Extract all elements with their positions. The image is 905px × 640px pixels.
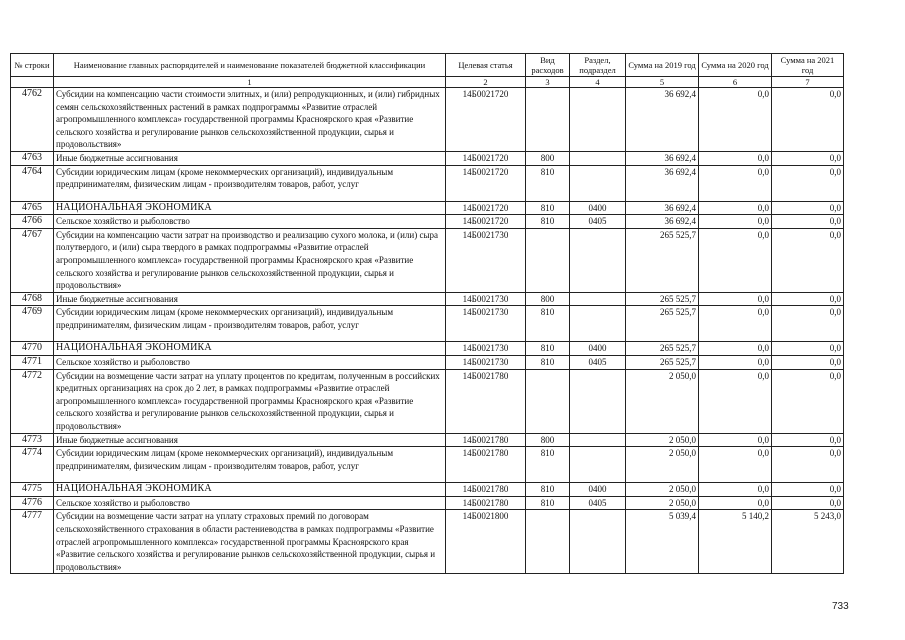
row-sum-2020: 0,0 <box>699 152 772 166</box>
row-number: 4777 <box>11 510 54 574</box>
row-expense-kind <box>526 510 570 574</box>
row-sum-2020: 0,0 <box>699 165 772 201</box>
row-name: Сельское хозяйство и рыболовство <box>54 355 446 369</box>
header-section: Раздел, подраздел <box>570 54 626 77</box>
row-name: Иные бюджетные ассигнования <box>54 292 446 306</box>
row-sum-2019: 36 692,4 <box>626 201 699 215</box>
row-sum-2021: 0,0 <box>772 496 844 510</box>
row-sum-2021: 0,0 <box>772 201 844 215</box>
row-section <box>570 447 626 483</box>
row-target-article: 14Б0021720 <box>446 165 526 201</box>
row-sum-2020: 0,0 <box>699 215 772 229</box>
row-expense-kind: 810 <box>526 355 570 369</box>
row-name: Субсидии на компенсацию части стоимости элитных, и (или) репродукционных, и (или) гибридных семян сельскохозяйственных растений в рамках подпрограммы «Развитие отраслей агропромышленного комплекса» государственной программы Красноярского края «Развитие сельского хозяйства и регулирование рынков сельскохозяйственной продукции, сырья и продовольствия» <box>54 88 446 152</box>
row-expense-kind: 810 <box>526 496 570 510</box>
row-expense-kind: 810 <box>526 201 570 215</box>
row-sum-2019: 265 525,7 <box>626 355 699 369</box>
colnum-0 <box>11 77 54 88</box>
row-name: Субсидии на возмещение части затрат на уплату процентов по кредитам, полученным в российских кредитных организациях на срок до 2 лет, в рамках подпрограммы «Развитие отраслей агропромышленного комплекса» государственной программы Красноярского края «Развитие сельского хозяйства и регулирование рынков сельскохозяйственной продукции, сырья и продовольствия» <box>54 369 446 433</box>
row-section <box>570 433 626 447</box>
table-row <box>11 228 844 292</box>
row-number: 4771 <box>11 355 54 369</box>
row-target-article: 14Б0021720 <box>446 152 526 166</box>
row-number: 4764 <box>11 165 54 201</box>
row-sum-2020: 0,0 <box>699 447 772 483</box>
row-number: 4768 <box>11 292 54 306</box>
row-sum-2020: 5 140,2 <box>699 510 772 574</box>
row-section: 0405 <box>570 215 626 229</box>
row-sum-2019: 2 050,0 <box>626 496 699 510</box>
row-sum-2021: 0,0 <box>772 483 844 497</box>
table-row <box>11 88 844 152</box>
row-expense-kind: 800 <box>526 433 570 447</box>
row-target-article: 14Б0021780 <box>446 447 526 483</box>
row-sum-2019: 2 050,0 <box>626 447 699 483</box>
row-sum-2021: 0,0 <box>772 292 844 306</box>
row-sum-2021: 0,0 <box>772 152 844 166</box>
header-kind: Вид расходов <box>526 54 570 77</box>
row-name: НАЦИОНАЛЬНАЯ ЭКОНОМИКА <box>54 201 446 215</box>
row-section <box>570 152 626 166</box>
row-name: Субсидии на возмещение части затрат на уплату страховых премий по договорам сельскохозяйственного страхования в области растениеводства в рамках подпрограммы «Развитие отраслей агропромышленного комплекса» государственной программы Красноярского края «Развитие сельского хозяйства и регулирование рынков сельскохозяйственной продукции, сырья и продовольствия» <box>54 510 446 574</box>
row-sum-2020: 0,0 <box>699 369 772 433</box>
page-number: 733 <box>832 601 849 612</box>
row-sum-2020: 0,0 <box>699 433 772 447</box>
row-number: 4763 <box>11 152 54 166</box>
row-expense-kind: 810 <box>526 342 570 356</box>
row-number: 4769 <box>11 306 54 342</box>
row-sum-2021: 0,0 <box>772 447 844 483</box>
row-sum-2021: 0,0 <box>772 433 844 447</box>
row-sum-2021: 0,0 <box>772 369 844 433</box>
row-sum-2019: 5 039,4 <box>626 510 699 574</box>
table-row <box>11 306 844 342</box>
row-section: 0400 <box>570 483 626 497</box>
row-expense-kind: 810 <box>526 306 570 342</box>
row-number: 4766 <box>11 215 54 229</box>
table-row <box>11 201 844 215</box>
row-sum-2020: 0,0 <box>699 228 772 292</box>
row-section <box>570 228 626 292</box>
row-number: 4773 <box>11 433 54 447</box>
row-target-article: 14Б0021730 <box>446 228 526 292</box>
row-sum-2019: 2 050,0 <box>626 483 699 497</box>
row-sum-2020: 0,0 <box>699 306 772 342</box>
row-expense-kind <box>526 369 570 433</box>
header-sum-2020: Сумма на 2020 год <box>699 54 772 77</box>
row-name: Иные бюджетные ассигнования <box>54 152 446 166</box>
header-row <box>11 54 844 77</box>
row-sum-2019: 265 525,7 <box>626 228 699 292</box>
row-section <box>570 165 626 201</box>
row-sum-2019: 2 050,0 <box>626 433 699 447</box>
table-row <box>11 152 844 166</box>
row-number: 4774 <box>11 447 54 483</box>
row-number: 4767 <box>11 228 54 292</box>
row-target-article: 14Б0021730 <box>446 342 526 356</box>
table-row <box>11 292 844 306</box>
row-target-article: 14Б0021780 <box>446 433 526 447</box>
row-sum-2020: 0,0 <box>699 483 772 497</box>
colnum-1: 1 <box>54 77 446 88</box>
row-name: Субсидии юридическим лицам (кроме некоммерческих организаций), индивидуальным предпринимателям, физическим лицам - производителям товаров, работ, услуг <box>54 306 446 342</box>
row-target-article: 14Б0021730 <box>446 355 526 369</box>
row-sum-2020: 0,0 <box>699 342 772 356</box>
row-expense-kind <box>526 228 570 292</box>
row-section: 0405 <box>570 355 626 369</box>
row-sum-2021: 0,0 <box>772 88 844 152</box>
row-name: НАЦИОНАЛЬНАЯ ЭКОНОМИКА <box>54 342 446 356</box>
row-section <box>570 369 626 433</box>
table-row <box>11 342 844 356</box>
row-section <box>570 292 626 306</box>
row-sum-2021: 0,0 <box>772 215 844 229</box>
row-target-article: 14Б0021720 <box>446 215 526 229</box>
table-row <box>11 433 844 447</box>
header-target: Целевая статья <box>446 54 526 77</box>
row-section <box>570 306 626 342</box>
row-sum-2021: 0,0 <box>772 165 844 201</box>
row-sum-2020: 0,0 <box>699 496 772 510</box>
row-sum-2021: 0,0 <box>772 342 844 356</box>
row-number: 4775 <box>11 483 54 497</box>
row-number: 4765 <box>11 201 54 215</box>
row-name: Сельское хозяйство и рыболовство <box>54 496 446 510</box>
colnum-2: 2 <box>446 77 526 88</box>
row-name: Сельское хозяйство и рыболовство <box>54 215 446 229</box>
colnum-3: 3 <box>526 77 570 88</box>
row-sum-2020: 0,0 <box>699 355 772 369</box>
header-row-no: № строки <box>11 54 54 77</box>
column-numbers-row <box>11 77 844 88</box>
row-expense-kind: 800 <box>526 152 570 166</box>
row-name: Субсидии на компенсацию части затрат на производство и реализацию сухого молока, и (или) сыра полутвердого, и (или) сыра твердого в рамках подпрограммы «Развитие отраслей агропромышленного комплекса» государственной программы Красноярского края «Развитие сельского хозяйства и регулирование рынков сельскохозяйственной продукции, сырья и продовольствия» <box>54 228 446 292</box>
row-section <box>570 510 626 574</box>
row-target-article: 14Б0021730 <box>446 292 526 306</box>
table-row <box>11 215 844 229</box>
row-sum-2019: 36 692,4 <box>626 165 699 201</box>
row-target-article: 14Б0021800 <box>446 510 526 574</box>
header-name: Наименование главных распорядителей и наименование показателей бюджетной классификации <box>54 54 446 77</box>
table-row <box>11 165 844 201</box>
row-section: 0400 <box>570 342 626 356</box>
row-expense-kind: 810 <box>526 447 570 483</box>
row-sum-2019: 265 525,7 <box>626 292 699 306</box>
row-target-article: 14Б0021780 <box>446 483 526 497</box>
row-sum-2021: 5 243,0 <box>772 510 844 574</box>
row-sum-2020: 0,0 <box>699 201 772 215</box>
table-row <box>11 447 844 483</box>
row-section: 0400 <box>570 201 626 215</box>
row-sum-2019: 36 692,4 <box>626 215 699 229</box>
header-sum-2021: Сумма на 2021 год <box>772 54 844 77</box>
row-section: 0405 <box>570 496 626 510</box>
row-name: Иные бюджетные ассигнования <box>54 433 446 447</box>
row-sum-2021: 0,0 <box>772 306 844 342</box>
row-sum-2019: 36 692,4 <box>626 88 699 152</box>
table-row <box>11 483 844 497</box>
row-target-article: 14Б0021730 <box>446 306 526 342</box>
row-sum-2020: 0,0 <box>699 88 772 152</box>
row-target-article: 14Б0021780 <box>446 369 526 433</box>
row-number: 4762 <box>11 88 54 152</box>
row-name: Субсидии юридическим лицам (кроме некоммерческих организаций), индивидуальным предпринимателям, физическим лицам - производителям товаров, работ, услуг <box>54 165 446 201</box>
row-expense-kind: 810 <box>526 483 570 497</box>
row-target-article: 14Б0021780 <box>446 496 526 510</box>
table-row <box>11 496 844 510</box>
row-sum-2021: 0,0 <box>772 355 844 369</box>
colnum-7: 7 <box>772 77 844 88</box>
colnum-5: 5 <box>626 77 699 88</box>
table-row <box>11 355 844 369</box>
row-expense-kind: 810 <box>526 165 570 201</box>
row-section <box>570 88 626 152</box>
row-name: Субсидии юридическим лицам (кроме некоммерческих организаций), индивидуальным предпринимателям, физическим лицам - производителям товаров, работ, услуг <box>54 447 446 483</box>
row-sum-2019: 2 050,0 <box>626 369 699 433</box>
row-expense-kind: 800 <box>526 292 570 306</box>
budget-table <box>10 53 844 574</box>
row-name: НАЦИОНАЛЬНАЯ ЭКОНОМИКА <box>54 483 446 497</box>
row-number: 4770 <box>11 342 54 356</box>
table-row <box>11 369 844 433</box>
colnum-4: 4 <box>570 77 626 88</box>
header-sum-2019: Сумма на 2019 год <box>626 54 699 77</box>
row-sum-2019: 36 692,4 <box>626 152 699 166</box>
row-expense-kind <box>526 88 570 152</box>
row-sum-2021: 0,0 <box>772 228 844 292</box>
row-number: 4776 <box>11 496 54 510</box>
row-expense-kind: 810 <box>526 215 570 229</box>
row-target-article: 14Б0021720 <box>446 88 526 152</box>
colnum-6: 6 <box>699 77 772 88</box>
row-sum-2020: 0,0 <box>699 292 772 306</box>
row-sum-2019: 265 525,7 <box>626 342 699 356</box>
row-target-article: 14Б0021720 <box>446 201 526 215</box>
row-number: 4772 <box>11 369 54 433</box>
table-row <box>11 510 844 574</box>
row-sum-2019: 265 525,7 <box>626 306 699 342</box>
